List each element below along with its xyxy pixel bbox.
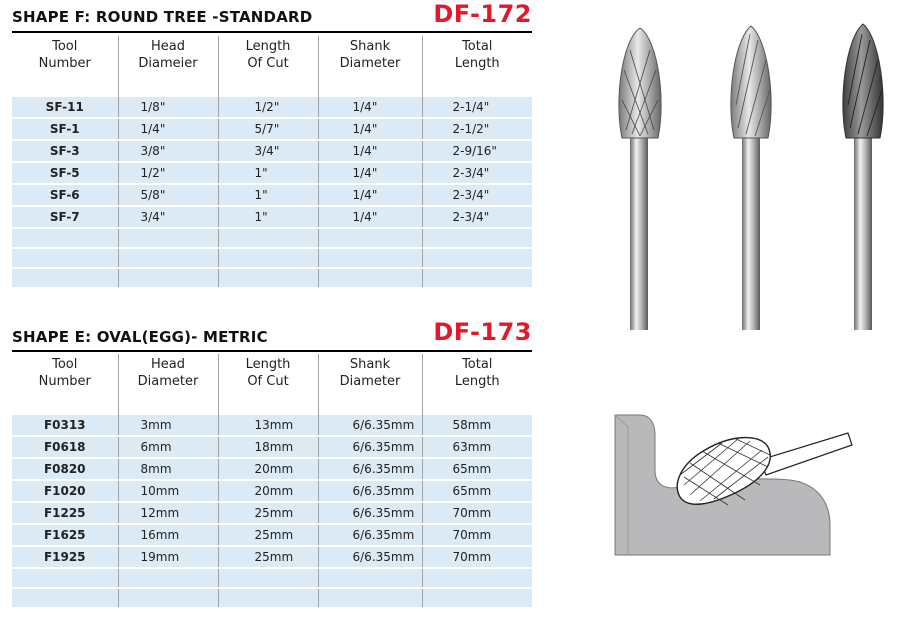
table-cell: 19mm [118,546,218,568]
empty-cell [422,268,532,288]
burr-2-icon [731,26,771,330]
empty-cell [218,248,318,268]
shape-e-section [12,316,532,616]
column-header: Total Length [422,36,532,83]
table-row [12,415,532,436]
table-cell: 6/6.35mm [318,480,422,502]
table-cell: 25mm [218,502,318,524]
table-row [12,458,532,480]
table-cell: 70mm [422,546,532,568]
empty-cell [422,588,532,608]
table-cell: 1" [218,162,318,184]
spacer-row [12,401,532,415]
table-cell: 1/4" [318,97,422,118]
table-row [12,140,532,162]
table-cell: 6/6.35mm [318,415,422,436]
table-row [12,184,532,206]
table-cell: 6/6.35mm [318,524,422,546]
column-header: Tool Number [38,357,91,389]
column-header: Head Diameter [118,354,218,401]
column-header: Head Diameier [118,36,218,83]
empty-cell [422,228,532,248]
table-cell: 13mm [218,415,318,436]
empty-cell [422,568,532,588]
burr-product-image [600,10,890,340]
column-header: Tool Number [38,39,91,71]
table-cell: 1/2" [118,162,218,184]
usage-diagram [610,405,860,565]
table-row [12,97,532,118]
spec-table [12,36,532,289]
empty-row [12,248,532,268]
table-cell: 1" [218,184,318,206]
table-row [12,524,532,546]
table-cell: 1/4" [318,184,422,206]
empty-cell [12,588,118,608]
table-row [12,206,532,228]
empty-cell [218,568,318,588]
table-cell: 16mm [118,524,218,546]
product-code: DF-173 [433,318,532,346]
table-cell: 18mm [218,436,318,458]
empty-cell [118,248,218,268]
product-code: DF-172 [433,0,532,28]
empty-cell [318,588,422,608]
empty-cell [12,248,118,268]
tool-number-cell: F1625 [12,524,118,546]
empty-cell [318,268,422,288]
empty-cell [118,228,218,248]
empty-cell [218,268,318,288]
empty-cell [318,248,422,268]
table-cell: 2-3/4" [422,206,532,228]
tool-number-cell: F0313 [12,415,118,436]
table-row [12,162,532,184]
table-cell: 1/4" [318,206,422,228]
table-cell: 8mm [118,458,218,480]
tool-number-cell: F0820 [12,458,118,480]
empty-cell [422,248,532,268]
table-cell: 1/4" [318,162,422,184]
section-title: SHAPE F: ROUND TREE -STANDARD [12,8,313,26]
table-cell: 1/4" [318,140,422,162]
table-cell: 2-3/4" [422,162,532,184]
table-cell: 12mm [118,502,218,524]
table-cell: 63mm [422,436,532,458]
tool-number-cell: F1020 [12,480,118,502]
tool-number-cell: SF-6 [12,184,118,206]
table-cell: 70mm [422,524,532,546]
table-row [12,502,532,524]
table-cell: 2-9/16" [422,140,532,162]
table-cell: 6/6.35mm [318,436,422,458]
header-row [12,36,532,83]
burr-1-icon [619,28,661,330]
column-header: Length Of Cut [218,354,318,401]
tool-number-cell: SF-7 [12,206,118,228]
table-cell: 6/6.35mm [318,546,422,568]
spacer-row [12,83,532,97]
table-row [12,118,532,140]
table-cell: 3/4" [218,140,318,162]
table-cell: 1/8" [118,97,218,118]
table-cell: 20mm [218,458,318,480]
table-cell: 1" [218,206,318,228]
table-cell: 70mm [422,502,532,524]
burr-3-icon [843,24,883,330]
empty-row [12,228,532,248]
empty-cell [118,588,218,608]
table-cell: 1/4" [118,118,218,140]
table-cell: 2-1/4" [422,97,532,118]
empty-row [12,268,532,288]
divider [12,350,532,352]
table-cell: 65mm [422,480,532,502]
table-row [12,480,532,502]
empty-cell [12,228,118,248]
empty-cell [118,268,218,288]
table-cell: 2-3/4" [422,184,532,206]
empty-cell [318,568,422,588]
spec-table [12,354,532,609]
table-cell: 25mm [218,546,318,568]
table-row [12,436,532,458]
tool-number-cell: SF-3 [12,140,118,162]
table-cell: 25mm [218,524,318,546]
table-cell: 10mm [118,480,218,502]
divider [12,31,532,33]
column-header: Shank Diameter [318,354,422,401]
tool-number-cell: F1925 [12,546,118,568]
table-cell: 6/6.35mm [318,502,422,524]
column-header: Length Of Cut [218,36,318,83]
table-cell: 3mm [118,415,218,436]
column-header: Total Length [422,354,532,401]
table-cell: 6mm [118,436,218,458]
table-cell: 1/2" [218,97,318,118]
empty-row [12,588,532,608]
table-cell: 5/7" [218,118,318,140]
table-cell: 6/6.35mm [318,458,422,480]
table-cell: 5/8" [118,184,218,206]
empty-cell [118,568,218,588]
empty-cell [318,228,422,248]
table-row [12,546,532,568]
column-header: Shank Diameter [318,36,422,83]
tool-number-cell: F0618 [12,436,118,458]
table-cell: 65mm [422,458,532,480]
section-title: SHAPE E: OVAL(EGG)- METRIC [12,328,268,346]
shape-f-section [12,0,532,290]
table-cell: 2-1/2" [422,118,532,140]
tool-number-cell: SF-11 [12,97,118,118]
empty-cell [218,588,318,608]
table-cell: 1/4" [318,118,422,140]
header-row [12,354,532,401]
table-cell: 20mm [218,480,318,502]
tool-number-cell: SF-5 [12,162,118,184]
tool-number-cell: SF-1 [12,118,118,140]
empty-cell [12,268,118,288]
table-cell: 58mm [422,415,532,436]
tool-number-cell: F1225 [12,502,118,524]
empty-cell [218,228,318,248]
empty-cell [12,568,118,588]
empty-row [12,568,532,588]
table-cell: 3/4" [118,206,218,228]
table-cell: 3/8" [118,140,218,162]
